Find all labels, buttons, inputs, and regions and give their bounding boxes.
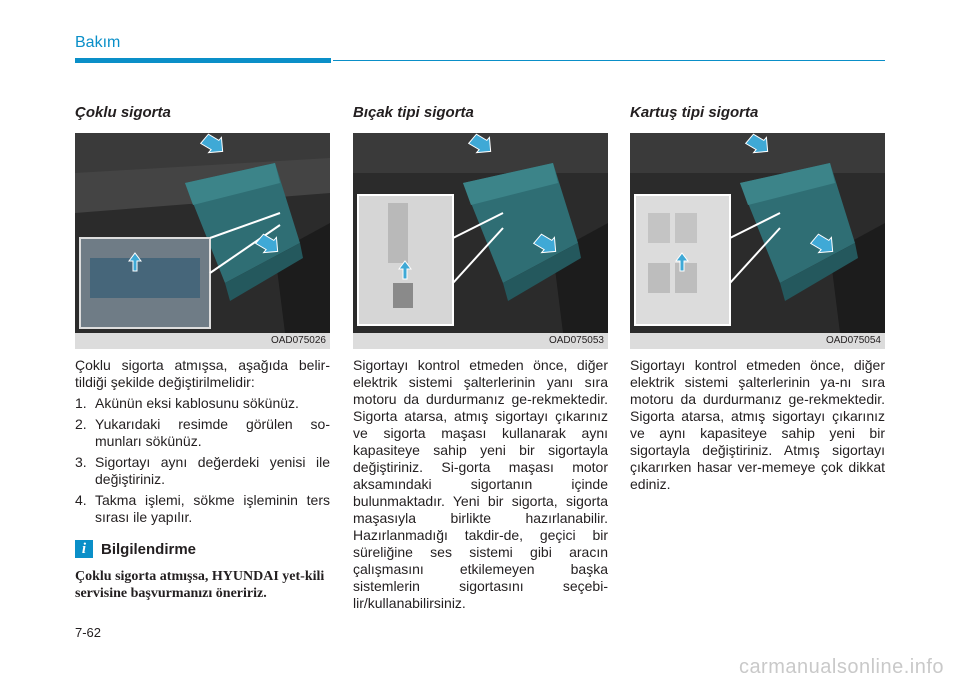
page-number: 7-62	[75, 625, 102, 640]
engine-bay-photo	[353, 133, 608, 333]
watermark: carmanualsonline.info	[738, 656, 944, 678]
info-heading	[75, 540, 330, 558]
list-item: 3. Sigortayı aynı değerdeki yenisi ile değiştiriniz.	[75, 454, 330, 487]
list-item: 2. Yukarıdaki resimde görülen so-munları sökünüz.	[75, 416, 330, 449]
header-rule-thick	[75, 58, 331, 63]
column-blade-fuse	[353, 103, 608, 612]
info-icon: i	[75, 540, 93, 558]
body-paragraph: Sigortayı kontrol etmeden önce, diğer elektrik sistemi şalterlerinin ya-nı sıra motoru da durdurmanız ge-rekmektedir. Sigorta atarsa, atmış sigortayı çıkarınız ve aynı kapasiteye sahip yeni bir sigortayla değiştiriniz. Atmış sigortayı çıkarırken hasar ver-memeye çok dikkat ediniz.	[630, 357, 885, 492]
engine-bay-photo	[75, 133, 330, 333]
info-heading-label: Bilgilendirme	[101, 540, 197, 558]
header-rule-thin	[333, 60, 885, 61]
photo-code: OAD075054	[630, 333, 885, 349]
body-paragraph: Sigortayı kontrol etmeden önce, diğer elektrik sistemi şalterlerinin yanı sıra motoru da durdurmanız ge-rekmektedir. Sigorta atarsa, atmış sigortayı çıkarınız ve sigorta maşası kullanarak aynı kapasiteye sahip yeni bir sigortayla değiştiriniz. Si-gorta maşası motor aksamındaki sigortanın içinde bulunmaktadır. Yeni bir sigorta, sigorta maşasıyla birlikte hazırlanabilir. Hazırlanmadığı takdir-de, geçici bir süreliğine ses sistemi gibi aracın çalışmasını etkilemeyen başka sistemlerin sigortasını seçebi-lir/kullanabilirsiniz.	[353, 357, 608, 611]
column-multi-fuse	[75, 103, 330, 602]
section-title: Bakım	[75, 34, 121, 51]
engine-bay-photo	[630, 133, 885, 333]
column-heading: Çoklu sigorta	[75, 104, 171, 121]
info-body: Çoklu sigorta atmışsa, HYUNDAI yet-kili servisine başvurmanızı öneririz.	[75, 569, 325, 601]
list-item: 1. Akünün eksi kablosunu sökünüz.	[75, 395, 299, 411]
photo-code: OAD075053	[353, 333, 608, 349]
list-item: 4. Takma işlemi, sökme işleminin ters sırası ile yapılır.	[75, 492, 330, 525]
column-body	[353, 357, 608, 612]
photo-code: OAD075026	[75, 333, 330, 349]
column-heading: Bıçak tipi sigorta	[353, 104, 474, 121]
column-body	[75, 357, 330, 602]
column-body	[630, 357, 885, 493]
intro-text: Çoklu sigorta atmışsa, aşağıda belir-tildiği şekilde değiştirilmelidir:	[75, 357, 330, 390]
column-cartridge-fuse	[630, 103, 885, 493]
column-heading: Kartuş tipi sigorta	[630, 104, 759, 121]
step-list	[75, 395, 330, 526]
